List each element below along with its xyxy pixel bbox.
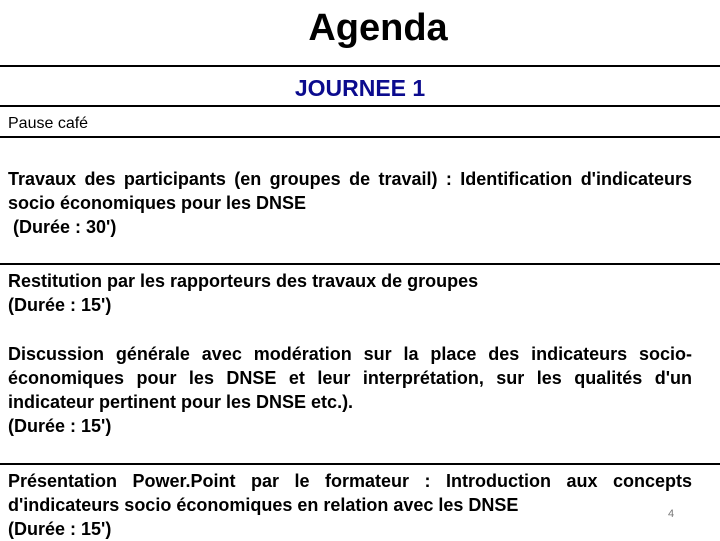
agenda-item-duration: (Durée : 15') xyxy=(8,519,112,539)
agenda-item-duration: (Durée : 30') xyxy=(8,217,117,237)
divider xyxy=(0,105,720,107)
agenda-item-text: Travaux des participants (en groupes de travail) : Identification d'indicateurs socio économiques pour les DNSE xyxy=(8,169,692,213)
agenda-item-presentation xyxy=(8,469,692,541)
divider xyxy=(0,463,720,465)
divider xyxy=(0,263,720,265)
agenda-item-travaux xyxy=(8,167,692,239)
page-title: Agenda xyxy=(308,7,448,49)
agenda-item-restitution xyxy=(8,269,692,317)
agenda-item-pause: Pause café xyxy=(8,115,89,132)
divider xyxy=(0,65,720,67)
divider xyxy=(0,136,720,138)
agenda-item-duration: (Durée : 15') xyxy=(8,416,112,436)
page-number: 4 xyxy=(668,508,675,520)
agenda-item-text: Restitution par les rapporteurs des travaux de groupes xyxy=(8,271,479,291)
day-heading: JOURNEE 1 xyxy=(294,75,426,101)
agenda-item-discussion xyxy=(8,342,692,438)
agenda-item-text: Discussion générale avec modération sur la place des indicateurs socio-économiques pour les DNSE et leur interprétation, sur les qualités d'un indicateur pertinent pour les DNSE etc.). xyxy=(8,344,692,412)
agenda-item-text: Présentation Power.Point par le formateur : Introduction aux concepts d'indicateurs socio économiques en relation avec les DNSE xyxy=(8,471,692,515)
agenda-item-duration: (Durée : 15') xyxy=(8,295,112,315)
